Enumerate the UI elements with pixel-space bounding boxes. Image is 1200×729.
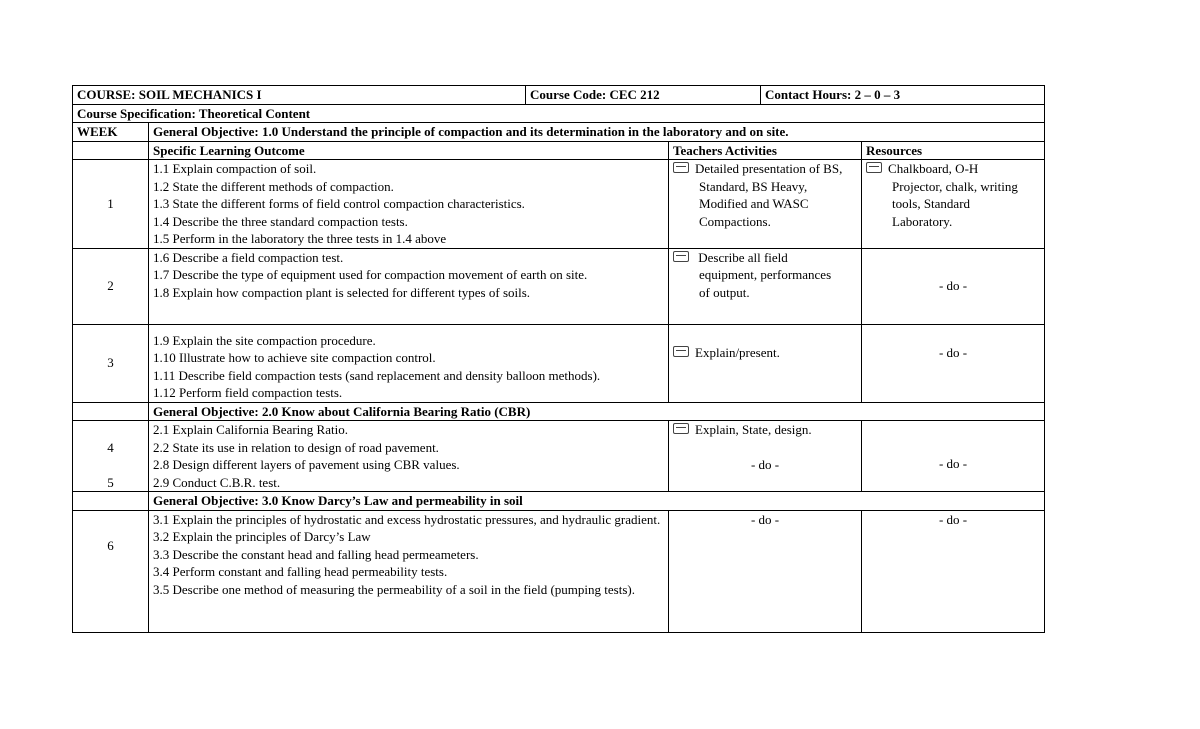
week-number: 5 [107, 474, 114, 490]
outcome-item: 2.1 Explain California Bearing Ratio. [153, 422, 348, 437]
teacher-activity: of output. [699, 284, 750, 300]
week-row [73, 510, 1045, 632]
course-title: COURSE: SOIL MECHANICS I [73, 86, 526, 105]
outcome-item: 3.1 Explain the principles of hydrostatic and excess hydrostatic pressures, and hydraulic gradient. [153, 511, 661, 527]
teacher-activity: Detailed presentation of BS, [695, 161, 843, 176]
outcome-header: Specific Learning Outcome [149, 141, 669, 160]
resource-item: - do - [938, 456, 968, 471]
contact-hours: Contact Hours: 2 – 0 – 3 [761, 86, 1045, 105]
resource-item: Chalkboard, O-H [888, 161, 979, 176]
outcomes-cell [149, 324, 669, 402]
objective1-row [73, 123, 1045, 142]
teachers-cell [669, 248, 862, 324]
week-number: 1 [73, 160, 149, 249]
outcome-item: 1.3 State the different forms of field control compaction characteristics. [153, 196, 525, 211]
week-number: 3 [73, 324, 149, 402]
general-objective-2: General Objective: 2.0 Know about California Bearing Ratio (CBR) [149, 402, 1045, 421]
teachers-cell [669, 324, 862, 402]
week-number: 6 [73, 510, 149, 632]
teacher-activity: Explain, State, design. [695, 422, 812, 437]
book-bullet-icon [673, 346, 689, 357]
course-header-row [73, 86, 1045, 105]
outcome-item: 1.2 State the different methods of compaction. [153, 178, 394, 194]
teacher-activity: equipment, performances [699, 267, 832, 282]
book-bullet-icon [673, 251, 689, 262]
teacher-activity: - do - [750, 456, 780, 472]
objective3-row [73, 492, 1045, 511]
book-bullet-icon [673, 423, 689, 434]
week-row [73, 248, 1045, 324]
book-bullet-icon [673, 162, 689, 173]
teachers-cell [669, 421, 862, 492]
course-spec-table [72, 85, 1045, 633]
teacher-activity: Describe all field [695, 249, 788, 265]
course-specification: Course Specification: Theoretical Content [73, 104, 1045, 123]
outcome-item: 1.10 Illustrate how to achieve site compaction control. [153, 350, 436, 365]
general-objective-1: General Objective: 1.0 Understand the principle of compaction and its determination in the laboratory and on site. [149, 123, 1045, 142]
outcome-item: 1.9 Explain the site compaction procedure. [153, 332, 376, 348]
outcome-item: 2.2 State its use in relation to design of road pavement. [153, 439, 439, 455]
outcomes-cell [149, 160, 669, 249]
teacher-activity: Standard, BS Heavy, [699, 178, 808, 194]
week-label: WEEK [73, 123, 149, 142]
outcome-item: 3.4 Perform constant and falling head permeability tests. [153, 564, 448, 579]
teacher-activity: Explain/present. [695, 345, 780, 361]
outcomes-cell [149, 510, 669, 632]
outcome-item: 1.1 Explain compaction of soil. [153, 161, 317, 176]
week-number: 4 [107, 440, 114, 455]
resource-item: tools, Standard [892, 196, 971, 211]
outcome-item: 2.8 Design different layers of pavement using CBR values. [153, 457, 460, 472]
book-bullet-icon [866, 162, 882, 173]
teachers-header: Teachers Activities [669, 141, 862, 160]
week-row [73, 421, 1045, 492]
week-numbers-cell [73, 421, 149, 492]
outcome-item: 3.3 Describe the constant head and falling head permeameters. [153, 546, 479, 562]
outcome-item: 1.4 Describe the three standard compaction tests. [153, 213, 408, 229]
teacher-activity: Modified and WASC [699, 196, 809, 211]
course-code: Course Code: CEC 212 [526, 86, 761, 105]
teacher-activity: Compactions. [699, 213, 771, 229]
week-number: 2 [73, 248, 149, 324]
resources-cell [862, 421, 1045, 492]
week-row [73, 324, 1045, 402]
teachers-cell [669, 160, 862, 249]
spec-row [73, 104, 1045, 123]
outcomes-cell [149, 421, 669, 492]
column-header-row [73, 141, 1045, 160]
course-spec-page [72, 85, 1044, 633]
outcome-item: 1.7 Describe the type of equipment used for compaction movement of earth on site. [153, 267, 588, 282]
outcome-item: 3.5 Describe one method of measuring the permeability of a soil in the field (pumping tests). [153, 581, 635, 597]
resource-item: Projector, chalk, writing [892, 178, 1018, 194]
resources-header: Resources [862, 141, 1045, 160]
resource-item: Laboratory. [892, 213, 953, 229]
outcome-item: 1.11 Describe field compaction tests (sand replacement and density balloon methods). [153, 367, 601, 383]
resources-cell: - do - [862, 510, 1045, 632]
week-row [73, 160, 1045, 249]
outcome-item: 1.12 Perform field compaction tests. [153, 385, 343, 400]
general-objective-3: General Objective: 3.0 Know Darcy’s Law and permeability in soil [149, 492, 1045, 511]
outcome-item: 1.5 Perform in the laboratory the three tests in 1.4 above [153, 231, 447, 246]
outcomes-cell [149, 248, 669, 324]
outcome-item: 3.2 Explain the principles of Darcy’s Law [153, 529, 371, 544]
objective2-row [73, 402, 1045, 421]
resources-cell [862, 160, 1045, 249]
resources-cell: - do - [862, 248, 1045, 324]
outcome-item: 2.9 Conduct C.B.R. test. [153, 474, 281, 490]
resources-cell: - do - [862, 324, 1045, 402]
outcome-item: 1.8 Explain how compaction plant is selected for different types of soils. [153, 284, 531, 300]
outcome-item: 1.6 Describe a field compaction test. [153, 249, 344, 265]
teachers-cell: - do - [669, 510, 862, 632]
